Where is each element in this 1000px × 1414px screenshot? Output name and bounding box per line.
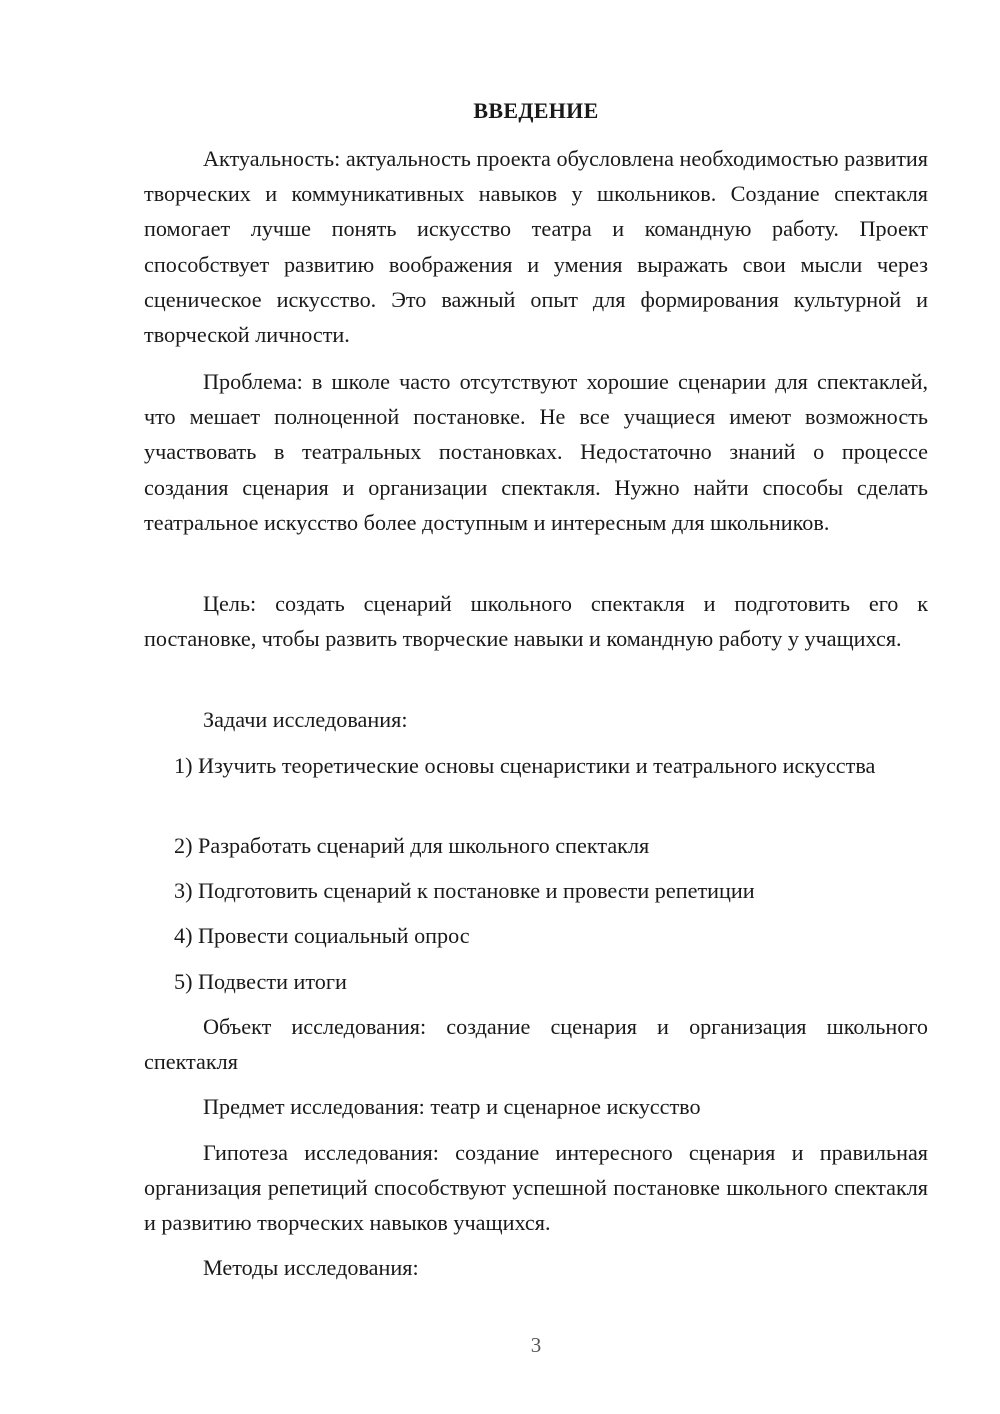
problem-paragraph: Проблема: в школе часто отсутствуют хорошие сценарии для спектаклей, что мешает полноценной постановке. Не все учащиеся имеют возможность участвовать в театральных постановках. Недостаточно знаний о процессе создания сценария и организации спектакля. Нужно найти способы сделать театральное искусство более доступным и интересным для школьников. — [144, 369, 928, 535]
methods-heading: Методы исследования: — [203, 1255, 419, 1280]
task-item: 3) Подготовить сценарий к постановке и провести репетиции — [174, 878, 755, 903]
page-number: 3 — [530, 1333, 542, 1357]
task-item: 1) Изучить теоретические основы сценаристики и театрального искусства — [174, 753, 876, 778]
page-title: ВВЕДЕНИЕ — [473, 98, 599, 123]
task-item: 4) Провести социальный опрос — [174, 923, 470, 948]
hypothesis-paragraph: Гипотеза исследования: создание интересного сценария и правильная организация репетиций способствуют успешной постановке школьного спектакля и развитию творческих навыков учащихся. — [144, 1140, 928, 1236]
tasks-heading: Задачи исследования: — [203, 707, 408, 732]
relevance-paragraph: Актуальность: актуальность проекта обусловлена необходимостью развития творческих и коммуникативных навыков у школьников. Создание спектакля помогает лучше понять искусство театра и командную работу. Проект способствует развитию воображения и умения выражать свои мысли через сценическое искусство. Это важный опыт для формирования культурной и творческой личности. — [144, 146, 928, 348]
task-item: 2) Разработать сценарий для школьного спектакля — [174, 833, 650, 858]
object-paragraph: Объект исследования: создание сценария и организация школьного спектакля — [144, 1014, 928, 1075]
goal-paragraph: Цель: создать сценарий школьного спектакля и подготовить его к постановке, чтобы развить творческие навыки и командную работу у учащихся. — [144, 591, 928, 652]
subject-paragraph: Предмет исследования: театр и сценарное искусство — [203, 1094, 701, 1119]
document-page — [144, 0, 928, 1414]
task-item: 5) Подвести итоги — [174, 969, 347, 994]
